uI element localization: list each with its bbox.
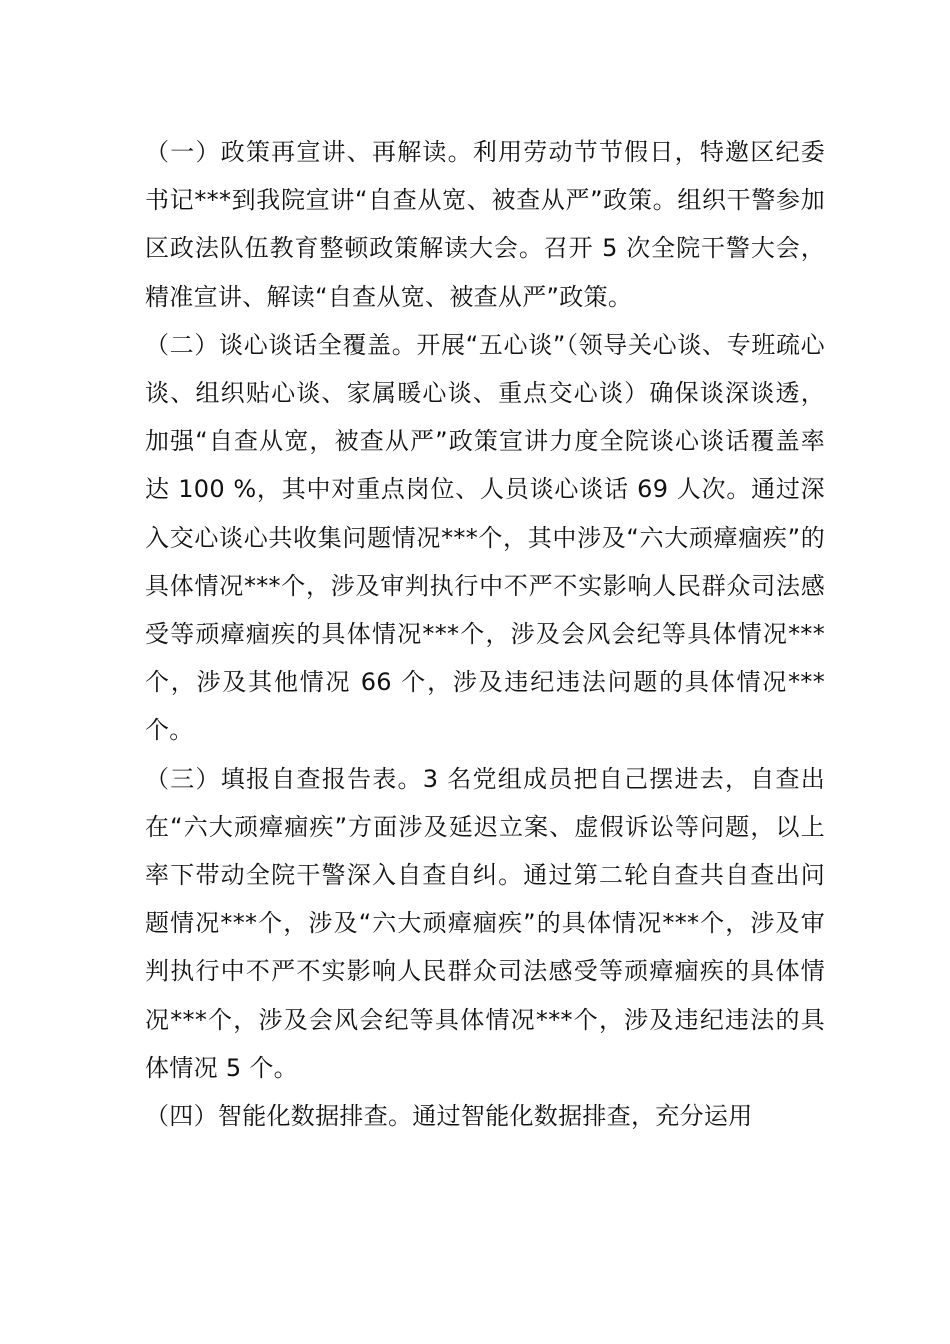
paragraph-self-inspection-report: （三）填报自查报告表。3 名党组成员把自己摆进去，自查出在“六大顽瘴痼疾”方面涉及延迟立案、虚假诉讼等问题，以上率下带动全院干警深入自查自纠。通过第二轮自查共自查出问题情况***个，涉及“六大顽瘴痼疾”的具体情况***个，涉及审判执行中不严不实影响人民群众司法感受等顽瘴痼疾的具体情况***个，涉及会风会纪等具体情况***个，涉及违纪违法的具体情况 5 个。 bbox=[145, 764, 825, 1082]
document-body bbox=[145, 128, 825, 1140]
paragraph-policy-publicity: （一）政策再宣讲、再解读。利用劳动节节假日，特邀区纪委书记***到我院宣讲“自查从宽、被查从严”政策。组织干警参加区政法队伍教育整顿政策解读大会。召开 5 次全院干警大会，精准宣讲、解读“自查从宽、被查从严”政策。 bbox=[145, 138, 825, 311]
paragraph-heart-to-heart-talks: （二）谈心谈话全覆盖。开展“五心谈”（领导关心谈、专班疏心谈、组织贴心谈、家属暖心谈、重点交心谈）确保谈深谈透，加强“自查从宽，被查从严”政策宣讲力度全院谈心谈话覆盖率达 100 %，其中对重点岗位、人员谈心谈话 69 人次。通过深入交心谈心共收集问题情况***个，其中涉及“六大顽瘴痼疾”的具体情况***个，涉及审判执行中不严不实影响人民群众司法感受等顽瘴痼疾的具体情况***个，涉及会风会纪等具体情况***个，涉及其他情况 66 个，涉及违纪违法问题的具体情况***个。 bbox=[145, 330, 825, 745]
paragraph-intelligent-data-screening: （四）智能化数据排查。通过智能化数据排查，充分运用 bbox=[145, 1102, 753, 1131]
